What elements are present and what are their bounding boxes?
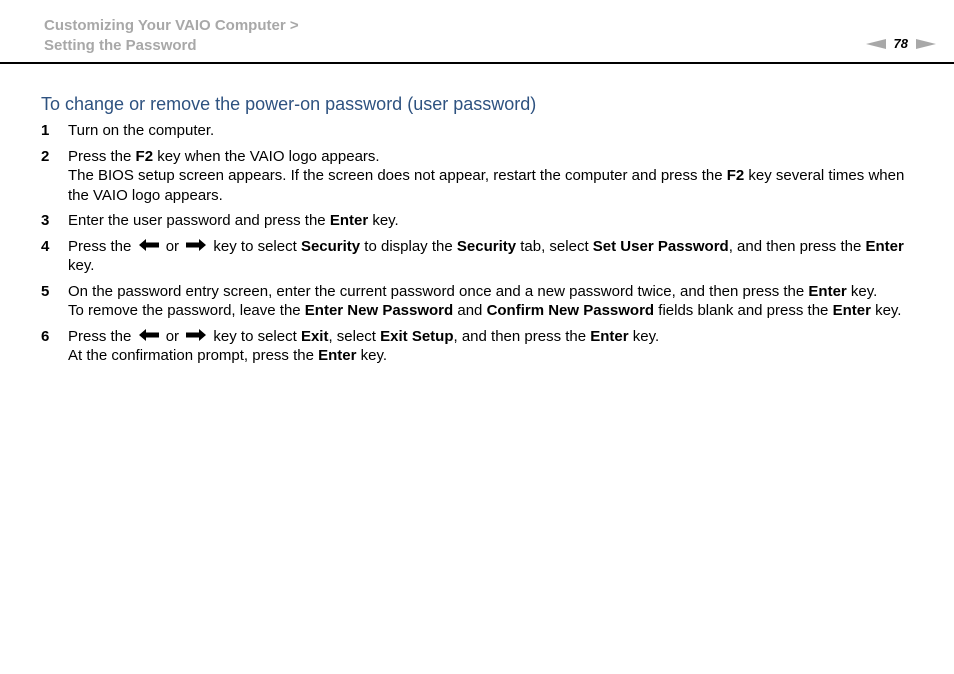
key-name: Enter [808,282,847,300]
step-text: Press the [68,147,136,165]
menu-name: Exit [300,327,329,345]
step-text: On the password entry screen, enter the current password once and a new password twice, and then press the [68,282,809,300]
page-header [0,0,954,64]
step-line [68,327,921,347]
step-text: key. [368,212,399,229]
breadcrumb-current[interactable]: Setting the Password [44,36,197,54]
key-name: Enter [590,327,629,345]
step-text: key. [68,257,95,274]
step-number: 1 [41,122,50,139]
step-number: 3 [41,212,50,229]
step-item [41,237,921,276]
step-text: , and then press the [728,237,866,255]
breadcrumb [44,16,299,55]
previous-page-icon[interactable] [866,39,886,49]
step-text: , select [328,327,381,345]
step-text: fields blank and press the [654,302,833,319]
step-text: key several times when the VAIO logo appears. [68,167,905,204]
step-number: 2 [41,147,50,165]
right-arrow-key-icon [186,239,206,251]
step-text: To remove the password, leave the [68,302,305,319]
step-text: Press the [68,327,136,345]
step-text: , and then press the [453,327,591,345]
step-item [41,327,921,366]
menu-name: Set User Password [592,237,729,255]
breadcrumb-parent[interactable]: Customizing Your VAIO Computer > [44,17,299,34]
page-navigator [866,36,936,51]
step-list [41,121,921,366]
left-arrow-key-icon [139,329,159,341]
step-text: Enter the user password and press the [68,212,330,229]
left-arrow-key-icon [139,239,159,251]
step-text: At the confirmation prompt, press the [68,347,319,364]
step-line [68,346,921,366]
step-text: or [161,327,184,345]
section-title: To change or remove the power-on password (user password) [41,94,537,114]
step-text: key. [628,327,660,345]
key-name: F2 [726,167,745,184]
step-number: 6 [41,327,50,345]
step-number: 4 [41,237,50,255]
step-item [41,147,921,206]
key-name: Enter [318,347,357,364]
next-page-icon[interactable] [916,39,936,49]
step-item [41,121,921,141]
step-item [41,211,921,231]
menu-name: Exit Setup [380,327,454,345]
step-text: key. [846,282,878,300]
menu-name: Security [300,237,361,255]
key-name: F2 [135,147,154,165]
step-text: key. [356,347,388,364]
step-text: or [161,237,184,255]
step-item [41,282,921,321]
step-text: and [453,302,487,319]
step-line [68,282,921,302]
step-text: key. [870,302,902,319]
key-name: Enter [832,302,871,319]
page-number: 78 [893,36,908,51]
step-line [68,301,921,321]
step-text: The BIOS setup screen appears. If the screen does not appear, restart the computer and press the [68,167,727,184]
step-text: key to select [209,237,301,255]
step-line [68,147,921,167]
field-name: Enter New Password [304,302,454,319]
right-arrow-key-icon [186,329,206,341]
menu-name: Security [456,237,517,255]
step-line [68,166,921,205]
key-name: Enter [329,212,369,229]
step-text: key to select [209,327,301,345]
main-content [41,93,921,372]
key-name: Enter [865,237,904,255]
step-text: tab, select [516,237,593,255]
field-name: Confirm New Password [486,302,655,319]
step-text: to display the [360,237,457,255]
step-text: Press the [68,237,136,255]
step-number: 5 [41,282,50,300]
step-text: key when the VAIO logo appears. [153,147,380,165]
step-text: Turn on the computer. [68,122,215,139]
